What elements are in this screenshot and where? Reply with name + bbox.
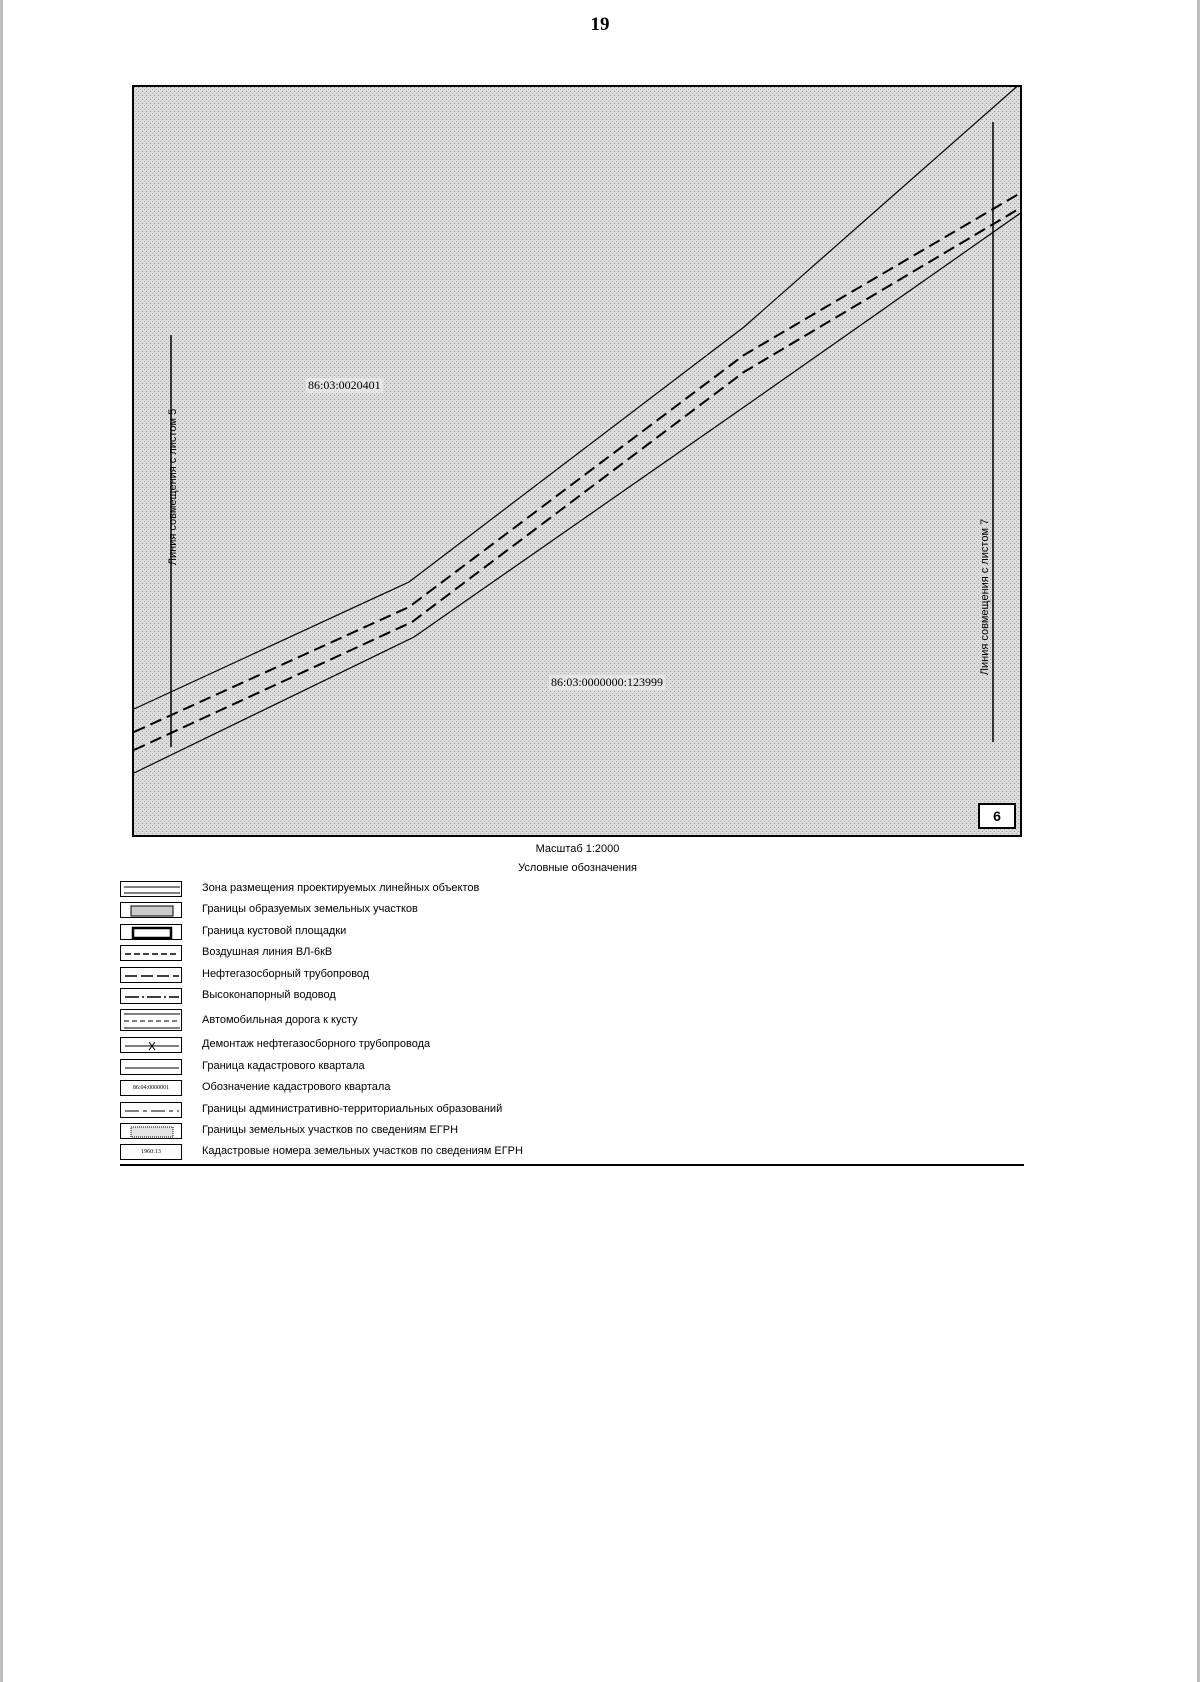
text-box-symbol [120,1144,182,1160]
legend-item [120,1007,1024,1035]
legend-item [120,1121,1024,1142]
legend-item [120,986,1024,1007]
symbol-text: 86:04:0000001 [132,1085,170,1092]
legend-label: Высоконапорный водовод [202,988,336,1001]
legend-label: Демонтаж нефтегазосборного трубопровода [202,1038,431,1051]
legend-label: Нефтегазосборный трубопровод [202,967,370,980]
legend-label: Автомобильная дорога к кусту [202,1014,358,1027]
dashed-line-symbol [120,945,182,961]
legend-label: Границы земельных участков по сведениям ЕГРН [202,1123,459,1136]
legend-label: Границы административно-территориальных образований [202,1102,503,1115]
legend-item [120,1057,1024,1078]
cross-line-symbol [120,1037,182,1053]
bold-rect-symbol [120,924,182,940]
legend-item [120,1035,1024,1056]
scan-edge-left [0,0,3,1682]
legend-item [120,943,1024,964]
thin-line-symbol [120,1059,182,1075]
page-number: 19 [590,14,610,35]
legend-item [120,1078,1024,1099]
legend-item [120,1142,1024,1163]
match-line-right-label: Линия совмещения с листом 7 [979,518,991,676]
legend-label: Границы образуемых земельных участков [202,903,418,916]
legend-label: Обозначение кадастрового квартала [202,1081,391,1094]
legend-item [120,900,1024,921]
legend-item [120,1100,1024,1121]
legend-item [120,922,1024,943]
map-canvas [134,87,1022,837]
long-dash-line-symbol [120,967,182,983]
legend-label: Кадастровые номера земельных участков по сведениям ЕГРН [202,1145,523,1158]
map-frame [132,85,1022,837]
road-lines-symbol [120,1009,182,1031]
cadastral-parcel-label-south: 86:03:0000000:123999 [551,675,664,689]
text-box-symbol [120,1080,182,1096]
legend [120,879,1024,1166]
admin-dash-line-symbol [120,1102,182,1118]
legend-label: Зона размещения проектируемых линейных объектов [202,882,480,894]
hatched-rect-symbol [120,902,182,918]
symbol-text: 1960:13 [141,1149,161,1156]
legend-title: Условные обозначения [518,862,637,874]
sheet-number-badge: 6 [978,803,1016,829]
legend-label: Граница кустовой площадки [202,924,347,937]
dotted-rect-symbol [120,1123,182,1139]
legend-label: Граница кадастрового квартала [202,1059,365,1072]
legend-item [120,965,1024,986]
cadastral-quarter-label-north: 86:03:0020401 [308,378,381,392]
zone-double-line-symbol [120,881,182,897]
legend-label: Воздушная линия ВЛ-6кВ [202,946,333,959]
map-scale: Масштаб 1:2000 [535,843,620,855]
legend-item [120,879,1024,900]
match-line-left-label: Линия совмещения с листом 5 [167,408,179,566]
dash-dot-line-symbol [120,988,182,1004]
